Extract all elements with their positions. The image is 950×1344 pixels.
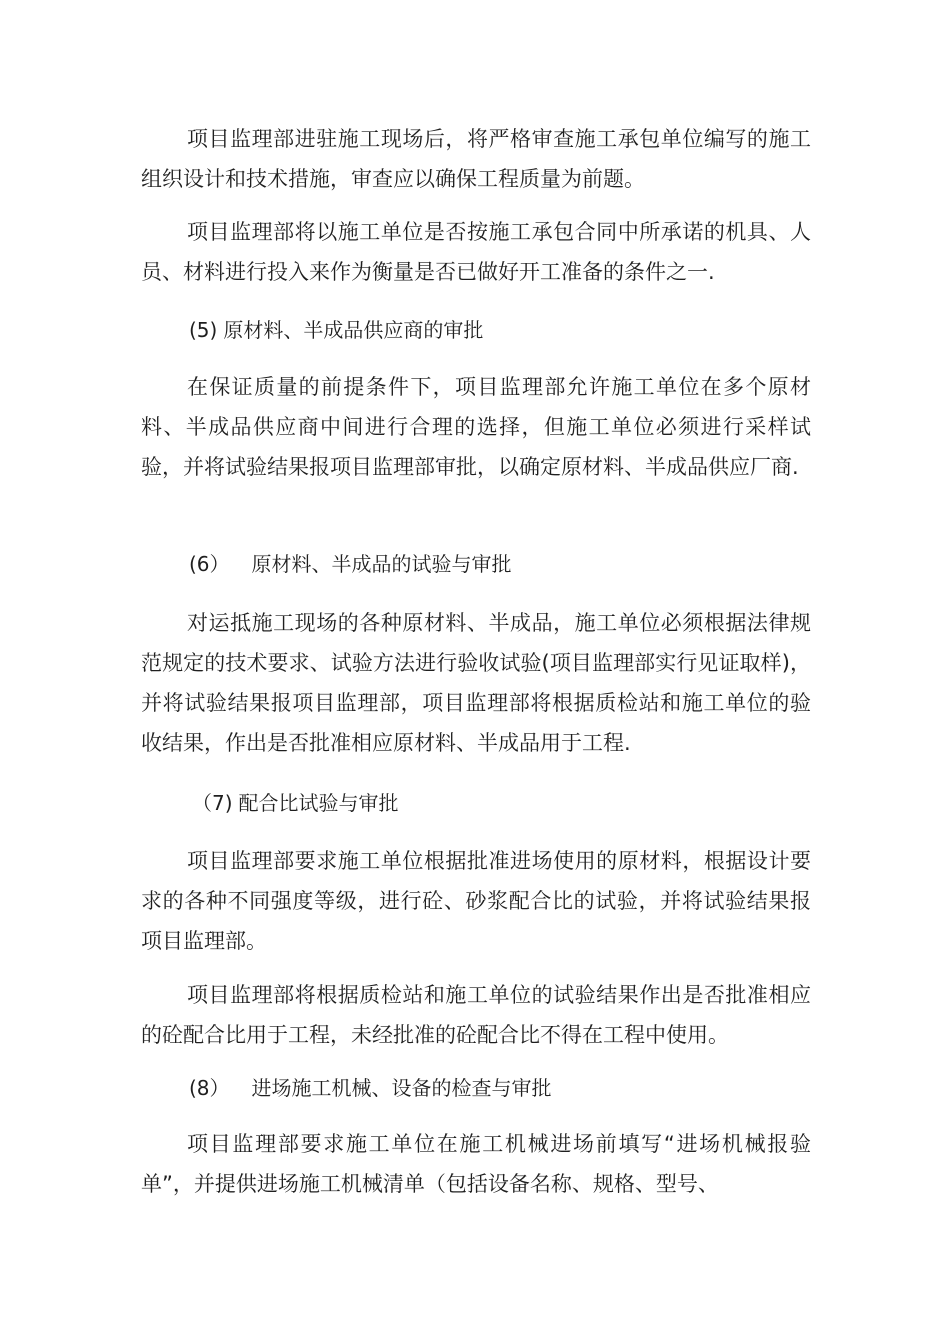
section-heading-6 <box>189 544 512 584</box>
heading-number: （7) <box>192 791 233 815</box>
paragraph: 项目监理部要求施工单位在施工机械进场前填写“进场机械报验单”，并提供进场施工机械清单（包括设备名称、规格、型号、 <box>141 1132 811 1196</box>
paragraph: 项目监理部将根据质检站和施工单位的试验结果作出是否批准相应的砼配合比用于工程，未经批准的砼配合比不得在工程中使用。 <box>141 983 811 1047</box>
heading-title: 配合比试验与审批 <box>238 791 399 815</box>
paragraph: 项目监理部将以施工单位是否按施工承包合同中所承诺的机具、人员、材料进行投入来作为衡量是否已做好开工准备的条件之一. <box>141 220 811 284</box>
paragraph: 在保证质量的前提条件下，项目监理部允许施工单位在多个原材料、半成品供应商中间进行合理的选择，但施工单位必须进行采样试验，并将试验结果报项目监理部审批，以确定原材料、半成品供应厂商. <box>141 375 811 479</box>
section-heading-8 <box>189 1068 552 1108</box>
heading-number: (8） <box>189 1076 230 1100</box>
heading-title: 进场施工机械、设备的检查与审批 <box>251 1076 552 1100</box>
paragraph: 对运抵施工现场的各种原材料、半成品，施工单位必须根据法律规范规定的技术要求、试验方法进行验收试验(项目监理部实行见证取样)，并将试验结果报项目监理部，项目监理部将根据质检站和施工单位的验收结果，作出是否批准相应原材料、半成品用于工程. <box>141 611 811 755</box>
heading-title: 原材料、半成品的试验与审批 <box>251 552 512 576</box>
paragraph: 项目监理部进驻施工现场后，将严格审查施工承包单位编写的施工组织设计和技术措施，审查应以确保工程质量为前题。 <box>141 127 811 191</box>
paragraph: 项目监理部要求施工单位根据批准进场使用的原材料，根据设计要求的各种不同强度等级，进行砼、砂浆配合比的试验，并将试验结果报项目监理部。 <box>141 849 811 953</box>
section-heading-5 <box>189 310 483 350</box>
heading-number: (5) <box>189 318 218 342</box>
heading-title: 原材料、半成品供应商的审批 <box>223 318 484 342</box>
section-heading-7 <box>192 783 399 823</box>
heading-number: (6） <box>189 552 230 576</box>
